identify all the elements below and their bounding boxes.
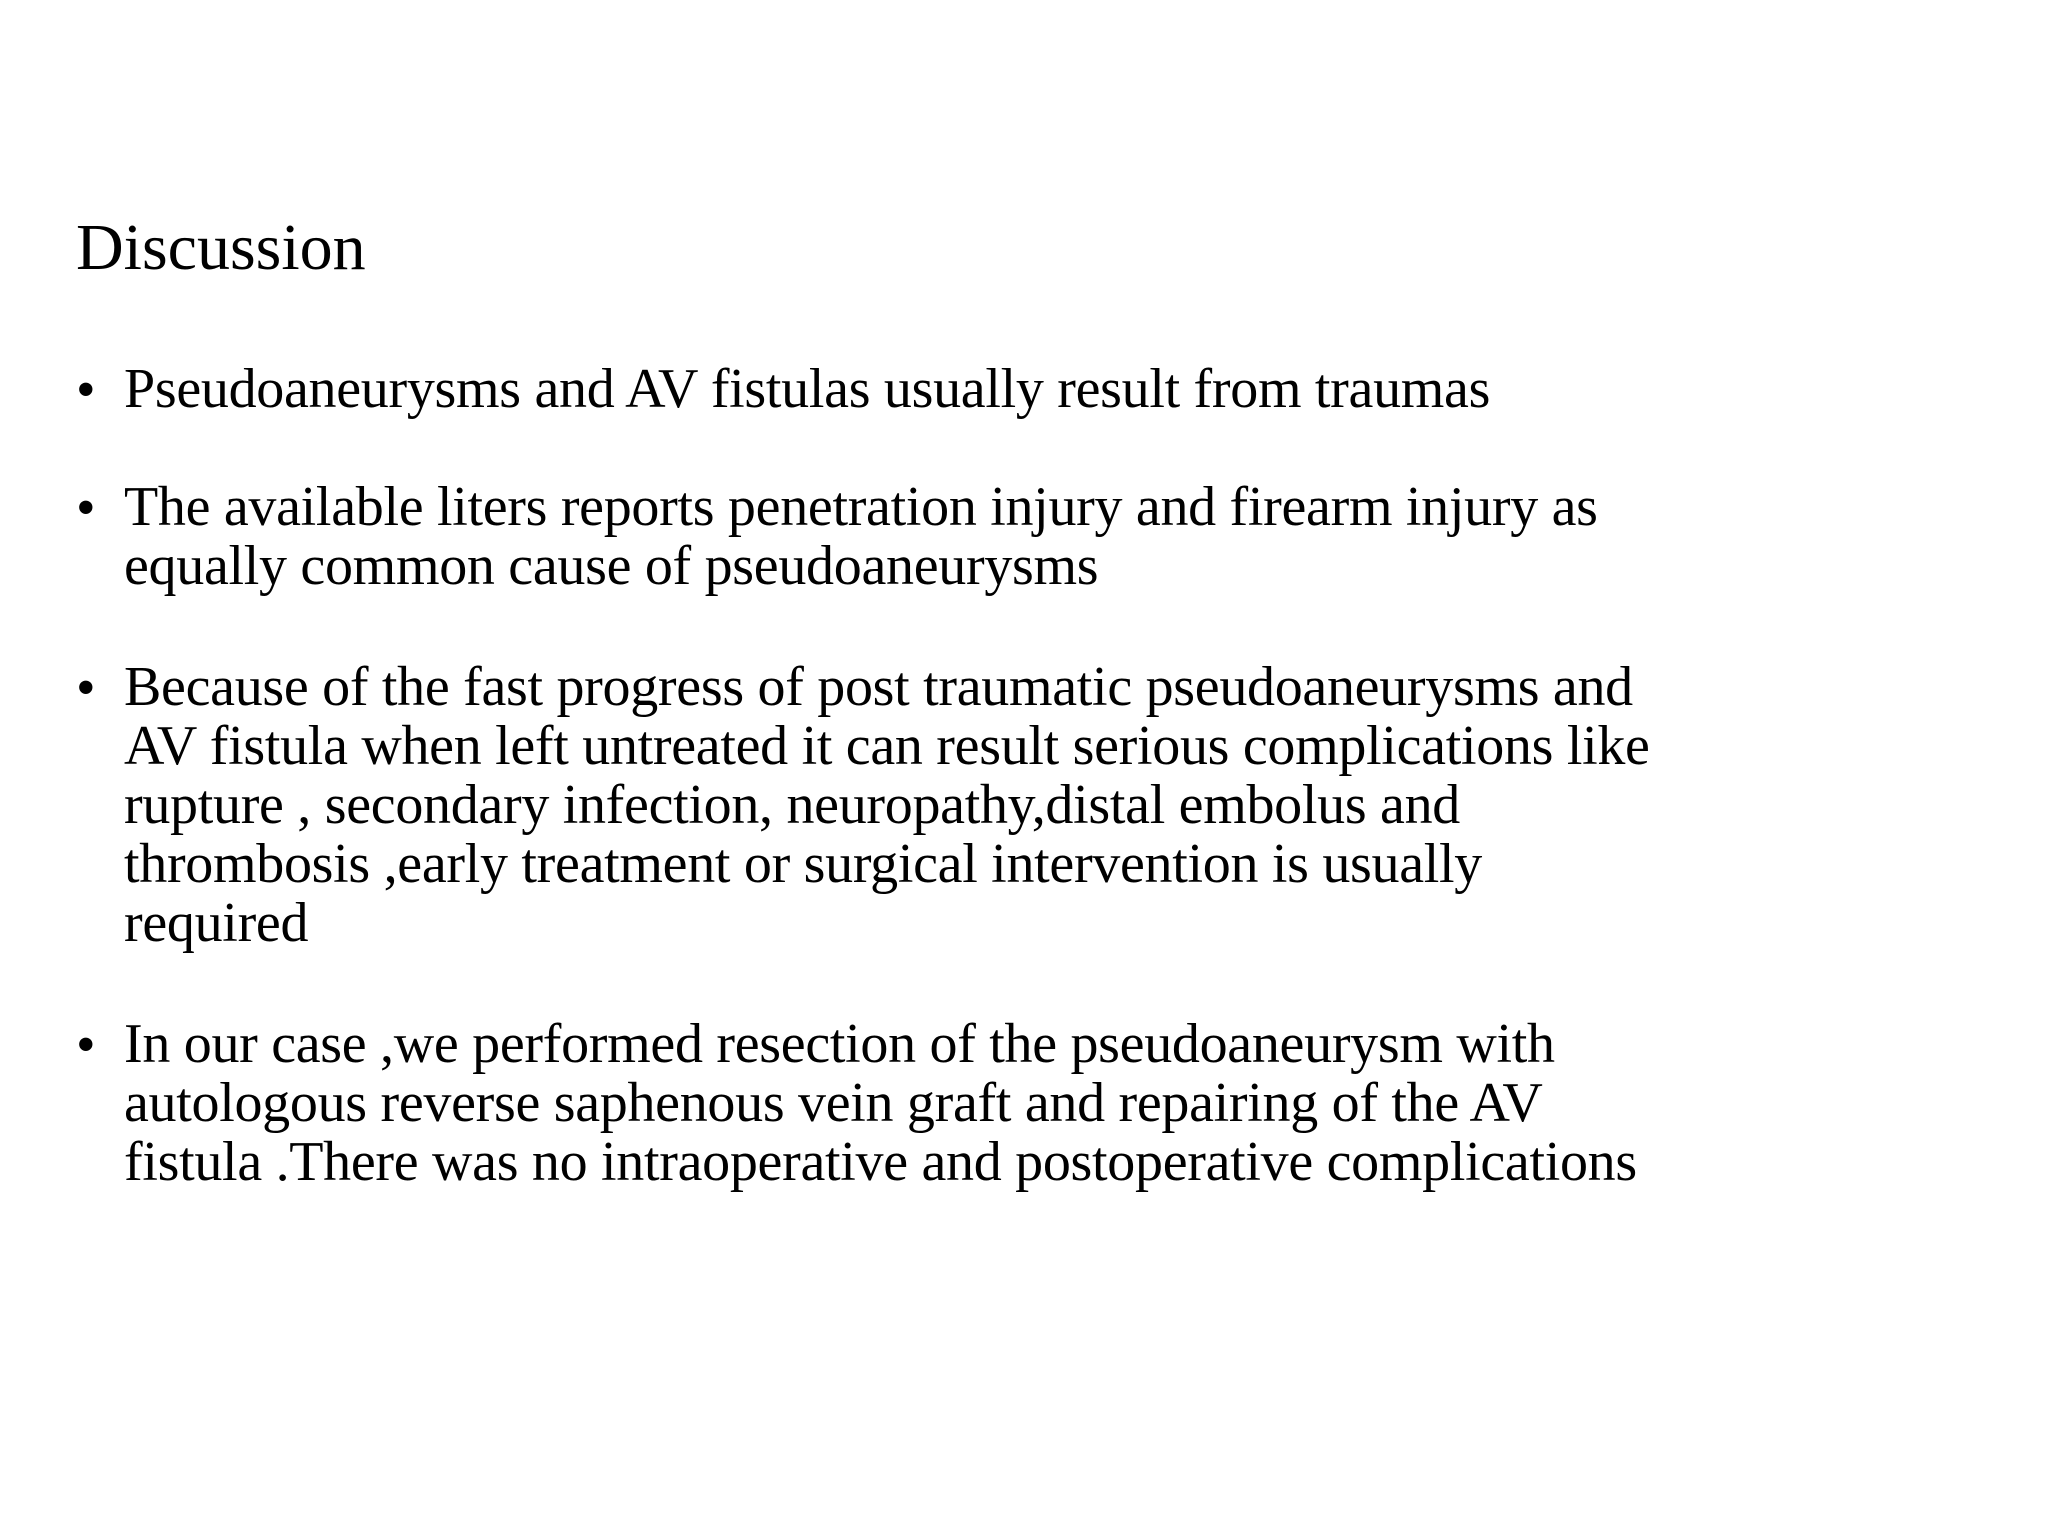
- bullet-line: equally common cause of pseudoaneurysms: [124, 535, 1099, 597]
- bullet-text: [124, 658, 1650, 953]
- bullet-line: The available liters reports penetration injury and firearm injury as: [124, 476, 1598, 538]
- bullet-dot-icon: •: [76, 477, 96, 539]
- bullet-dot-icon: •: [76, 657, 96, 719]
- bullet-line: AV fistula when left untreated it can result serious complications like: [124, 715, 1650, 777]
- bullet-line: Because of the fast progress of post traumatic pseudoaneurysms and: [124, 656, 1633, 718]
- bullet-text: [124, 478, 1598, 596]
- bullet-line: In our case ,we performed resection of the pseudoaneurysm with: [124, 1013, 1555, 1075]
- slide-title: Discussion: [76, 211, 366, 284]
- bullet-line: fistula .There was no intraoperative and postoperative complications: [124, 1131, 1637, 1193]
- bullet-line: required: [124, 892, 309, 954]
- bullet-dot-icon: •: [76, 1014, 96, 1076]
- bullet-line: thrombosis ,early treatment or surgical intervention is usually: [124, 833, 1482, 895]
- bullet-dot-icon: •: [76, 359, 96, 421]
- bullet-line: rupture , secondary infection, neuropathy,distal embolus and: [124, 774, 1460, 836]
- bullet-text: [124, 360, 1490, 419]
- bullet-text: [124, 1015, 1637, 1192]
- bullet-line: autologous reverse saphenous vein graft and repairing of the AV: [124, 1072, 1543, 1134]
- bullet-line: Pseudoaneurysms and AV fistulas usually result from traumas: [124, 358, 1491, 420]
